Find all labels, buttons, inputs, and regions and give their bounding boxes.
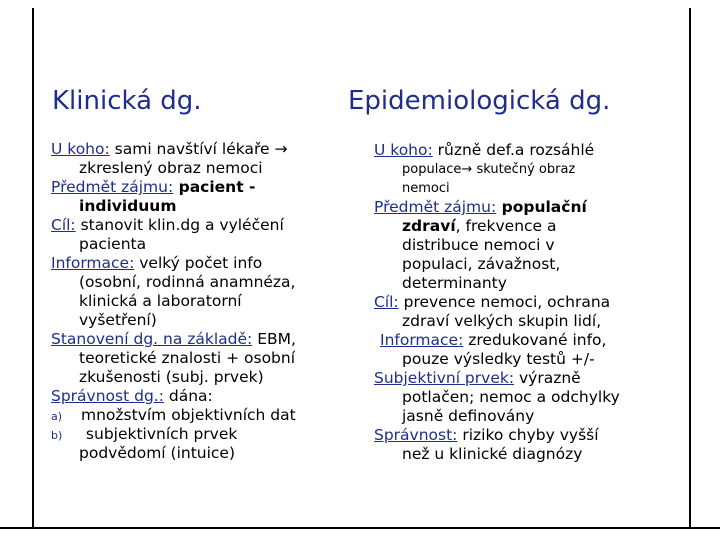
- list-item: [51, 406, 351, 425]
- list-item: vyšetření): [79, 311, 157, 329]
- list-item: individuum: [79, 197, 177, 215]
- list-item: zdraví velkých skupin lidí,: [402, 312, 602, 330]
- list-item: [51, 330, 351, 349]
- label-correctness: Správnost dg.:: [51, 387, 164, 405]
- list-item: nemoci: [402, 181, 450, 196]
- list-item: [374, 217, 684, 236]
- list-item: podvědomí (intuice): [79, 444, 236, 462]
- list-item: [374, 426, 684, 445]
- list-item: zkušenosti (subj. prvek): [79, 368, 264, 386]
- value-who: různě def.a rozsáhlé: [432, 141, 595, 159]
- value-who: sami navštíví lékaře →: [109, 140, 288, 158]
- list-item: klinická a laboratorní: [79, 292, 242, 310]
- list-item: [374, 293, 684, 312]
- value-subject: populační: [496, 198, 587, 216]
- value-subject: pacient -: [173, 178, 256, 196]
- list-item: [51, 425, 351, 444]
- label-info: Informace:: [51, 254, 135, 272]
- label-info: Informace:: [380, 331, 464, 349]
- list-item: distribuce nemoci v: [402, 236, 555, 254]
- list-item: [374, 369, 684, 388]
- label-who: U koho:: [51, 140, 110, 158]
- label-goal: Cíl:: [374, 293, 399, 311]
- label-subject: Předmět zájmu:: [374, 198, 497, 216]
- label-subject: Předmět zájmu:: [51, 178, 174, 196]
- list-item: determinanty: [402, 274, 507, 292]
- subject-cont-text: , frekvence a: [455, 217, 557, 235]
- slide-frame-right-border: [689, 8, 693, 528]
- list-item: jasně definovány: [402, 407, 535, 425]
- value-goal: prevence nemoci, ochrana: [398, 293, 611, 311]
- value-correctness: dána:: [163, 387, 213, 405]
- list-item: zkreslený obraz nemoci: [79, 159, 263, 177]
- value-correctness: riziko chyby vyšší: [457, 426, 599, 444]
- list-item: pouze výsledky testů +/-: [402, 350, 595, 368]
- item-b-text: subjektivních prvek: [81, 425, 238, 443]
- list-item: populace→ skutečný obraz: [402, 162, 576, 177]
- list-item: pacienta: [79, 235, 147, 253]
- slide-frame-left-border: [32, 8, 34, 528]
- list-marker-b: b): [51, 429, 63, 442]
- value-info: zredukované info,: [463, 331, 607, 349]
- item-a-text: množstvím objektivních dat: [81, 406, 296, 424]
- list-marker-a: a): [51, 410, 63, 423]
- label-goal: Cíl:: [51, 216, 76, 234]
- list-item: teoretické znalosti + osobní: [79, 349, 296, 367]
- slide-frame-bottom-border: [0, 527, 720, 529]
- value-info: velký počet info: [134, 254, 263, 272]
- list-item: než u klinické diagnózy: [402, 445, 583, 463]
- list-item: [51, 387, 351, 406]
- value-basis: EBM,: [252, 330, 296, 348]
- list-item: (osobní, rodinná anamnéza,: [79, 273, 296, 291]
- list-item: [51, 178, 351, 197]
- list-item: populaci, závažnost,: [402, 255, 561, 273]
- value-subject-cont: zdraví: [402, 217, 456, 235]
- label-who: U koho:: [374, 141, 433, 159]
- epidemiological-diagnosis-column: [374, 141, 684, 464]
- value-subjective: výrazně: [514, 369, 581, 387]
- list-item: [51, 216, 351, 235]
- label-correctness: Správnost:: [374, 426, 458, 444]
- clinical-diagnosis-column: [51, 140, 351, 463]
- list-item: [374, 141, 684, 160]
- list-item: [374, 198, 684, 217]
- label-basis: Stanovení dg. na základě:: [51, 330, 253, 348]
- heading-clinical-diagnosis: Klinická dg.: [52, 86, 202, 116]
- list-item: [51, 140, 351, 159]
- label-subjective: Subjektivní prvek:: [374, 369, 515, 387]
- heading-epidemiological-diagnosis: Epidemiologická dg.: [348, 86, 611, 116]
- list-item: [374, 331, 684, 350]
- list-item: [51, 254, 351, 273]
- value-goal: stanovit klin.dg a vyléčení: [75, 216, 284, 234]
- list-item: potlačen; nemoc a odchylky: [402, 388, 620, 406]
